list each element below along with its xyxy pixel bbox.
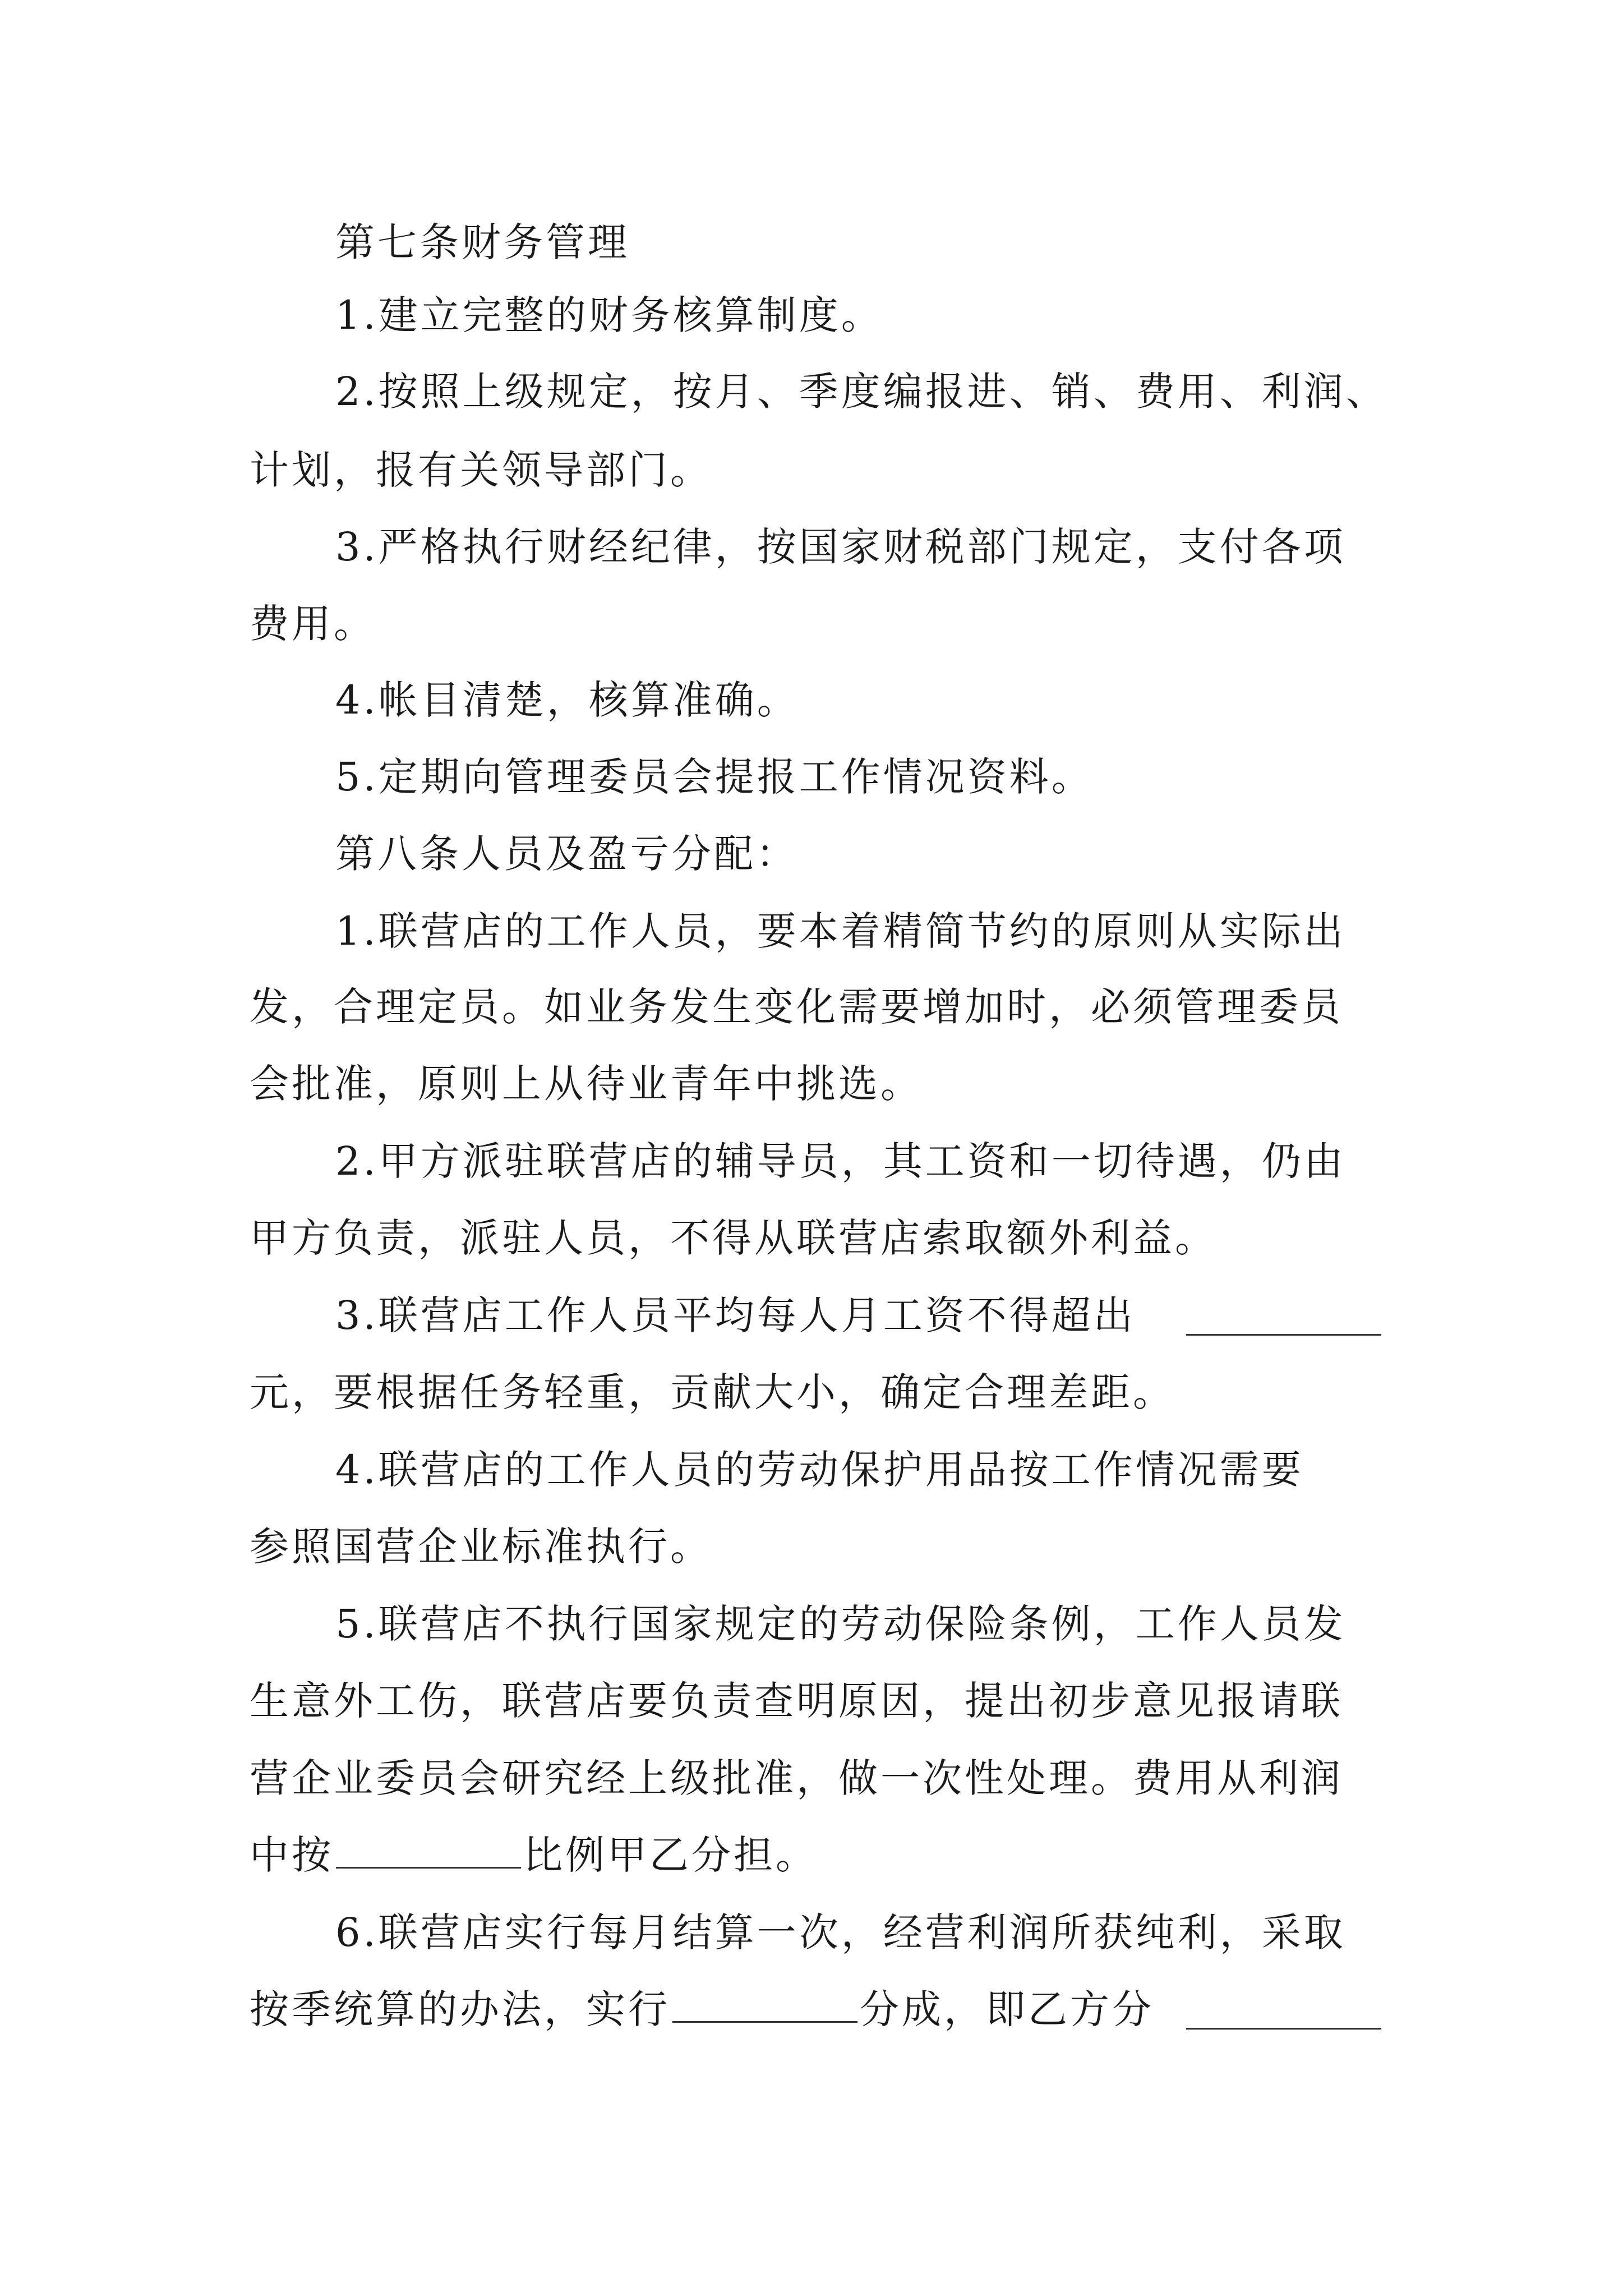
article-8-item-5-line-1: 5.联营店不执行国家规定的劳动保险条例，工作人员发	[335, 1601, 1346, 1647]
article-7-item-2-line-1: 2.按照上级规定，按月、季度编报进、销、费用、利润、	[335, 369, 1388, 415]
article-8-item-5-line-2: 生意外工伤，联营店要负责查明原因，提出初步意见报请联	[250, 1678, 1343, 1724]
article-8-item-2-line-1: 2.甲方派驻联营店的辅导员，其工资和一切待遇，仍由	[335, 1138, 1346, 1184]
article-8-item-4-line-2: 参照国营企业标准执行。	[250, 1524, 712, 1570]
article-8-item-1-line-3: 会批准，原则上从待业青年中挑选。	[250, 1061, 923, 1107]
article-8-item-6-line-2-start: 按季统算的办法，实行	[250, 1986, 670, 2032]
article-8-heading: 第八条人员及盈亏分配：	[335, 831, 798, 877]
article-8-item-5-line-4-start: 中按	[250, 1832, 334, 1878]
article-8-item-5-line-4	[250, 1827, 818, 1883]
article-7-item-4: 4.帐目清楚，核算准确。	[335, 677, 799, 723]
fill-in-blank-wage	[1186, 1334, 1381, 1336]
article-8-item-1-line-2: 发，合理定员。如业务发生变化需要增加时，必须管理委员	[250, 984, 1343, 1030]
article-8-item-6-line-2	[250, 1981, 1154, 2037]
fill-in-blank-split	[672, 1982, 857, 2023]
fill-in-blank-ratio	[336, 1828, 521, 1869]
article-7-item-3-line-2: 费用。	[250, 601, 376, 647]
fill-in-blank-party-b-share	[1186, 2028, 1381, 2030]
article-8-item-6-line-1: 6.联营店实行每月结算一次，经营利润所获纯利，采取	[335, 1910, 1346, 1955]
article-8-item-3-line-2: 元，要根据任务轻重，贡献大小，确定合理差距。	[250, 1369, 1175, 1415]
article-8-item-6-line-2-end: 分成，即乙方分	[860, 1986, 1154, 2032]
article-7-heading: 第七条财务管理	[335, 219, 630, 265]
article-7-item-1: 1.建立完整的财务核算制度。	[335, 292, 883, 338]
article-8-item-1-line-1: 1.联营店的工作人员，要本着精简节约的原则从实际出	[335, 908, 1346, 954]
article-8-item-5-line-4-end: 比例甲乙分担。	[523, 1832, 818, 1878]
article-8-item-3-line-1: 3.联营店工作人员平均每人月工资不得超出	[335, 1292, 1136, 1338]
article-8-item-5-line-3: 营企业委员会研究经上级批准，做一次性处理。费用从利润	[250, 1755, 1343, 1801]
article-7-item-3-line-1: 3.严格执行财经纪律，按国家财税部门规定，支付各项	[335, 524, 1346, 570]
article-7-item-5: 5.定期向管理委员会提报工作情况资料。	[335, 754, 1094, 800]
article-8-item-2-line-2: 甲方负责，派驻人员，不得从联营店索取额外利益。	[250, 1215, 1217, 1261]
article-8-item-4-line-1: 4.联营店的工作人员的劳动保护用品按工作情况需要	[335, 1447, 1304, 1493]
article-7-item-2-line-2: 计划，报有关领导部门。	[250, 447, 712, 493]
